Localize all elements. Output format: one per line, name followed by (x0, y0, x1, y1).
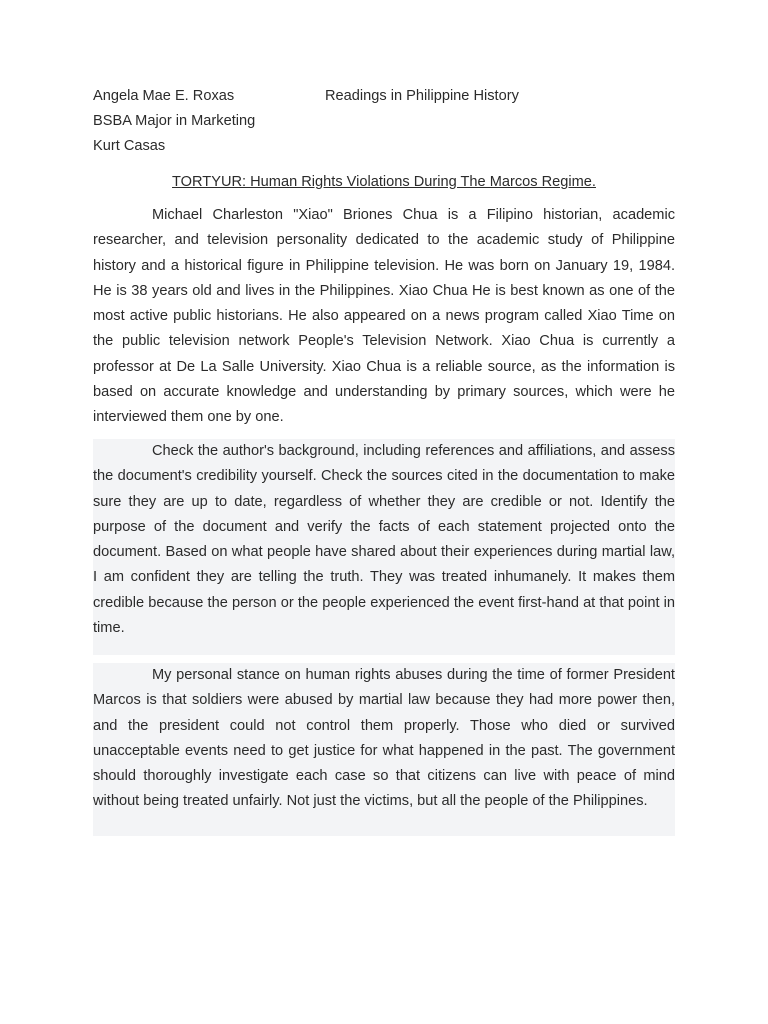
course-name: Readings in Philippine History (325, 88, 519, 104)
student-name: Angela Mae E. Roxas (93, 88, 235, 104)
paragraph-2-text: Check the author's background, including references and affiliations, and assess the document's credibility yourself. Check the sources cited in the documentation to make sure they are up to date, regardless of whether they are credible or not. Identify the purpose of the document and verify the facts of each statement projected onto the document. Based on what people have shared about their experiences during martial law, I am confident they are telling the truth. They was treated inhumanely. It makes them credible because the person or the people experienced the event first-hand at that point in time. (93, 443, 675, 637)
paragraph-3 (93, 663, 675, 815)
paragraph-1-text: Michael Charleston "Xiao" Briones Chua is a Filipino historian, academic researcher, and television personality dedicated to the academic study of Philippine history and a historical figure in Philippine television. He was born on January 19, 1984. He is 38 years old and lives in the Philippines. Xiao Chua He is best known as one of the most active public historians. He also appeared on a news program called Xiao Time on the public television network People's Television Network. Xiao Chua is currently a professor at De La Salle University. Xiao Chua is a reliable source, as the information is based on accurate knowledge and understanding by primary sources, which were he interviewed them one by one. (93, 207, 675, 426)
document-title: TORTYUR: Human Rights Violations During The Marcos Regime. (172, 174, 596, 190)
program-name: BSBA Major in Marketing (93, 113, 256, 129)
paragraph-1 (93, 203, 675, 431)
paragraph-3-text: My personal stance on human rights abuses during the time of former President Marcos is that soldiers were abused by martial law because they had more power then, and the president could not control them properly. Those who died or survived unacceptable events need to get justice for what happened in the past. The government should thoroughly investigate each case so that citizens can live with peace of mind without being treated unfairly. Not just the victims, but all the people of the Philippines. (93, 667, 675, 810)
paragraph-2 (93, 439, 675, 641)
instructor-name: Kurt Casas (93, 138, 166, 154)
